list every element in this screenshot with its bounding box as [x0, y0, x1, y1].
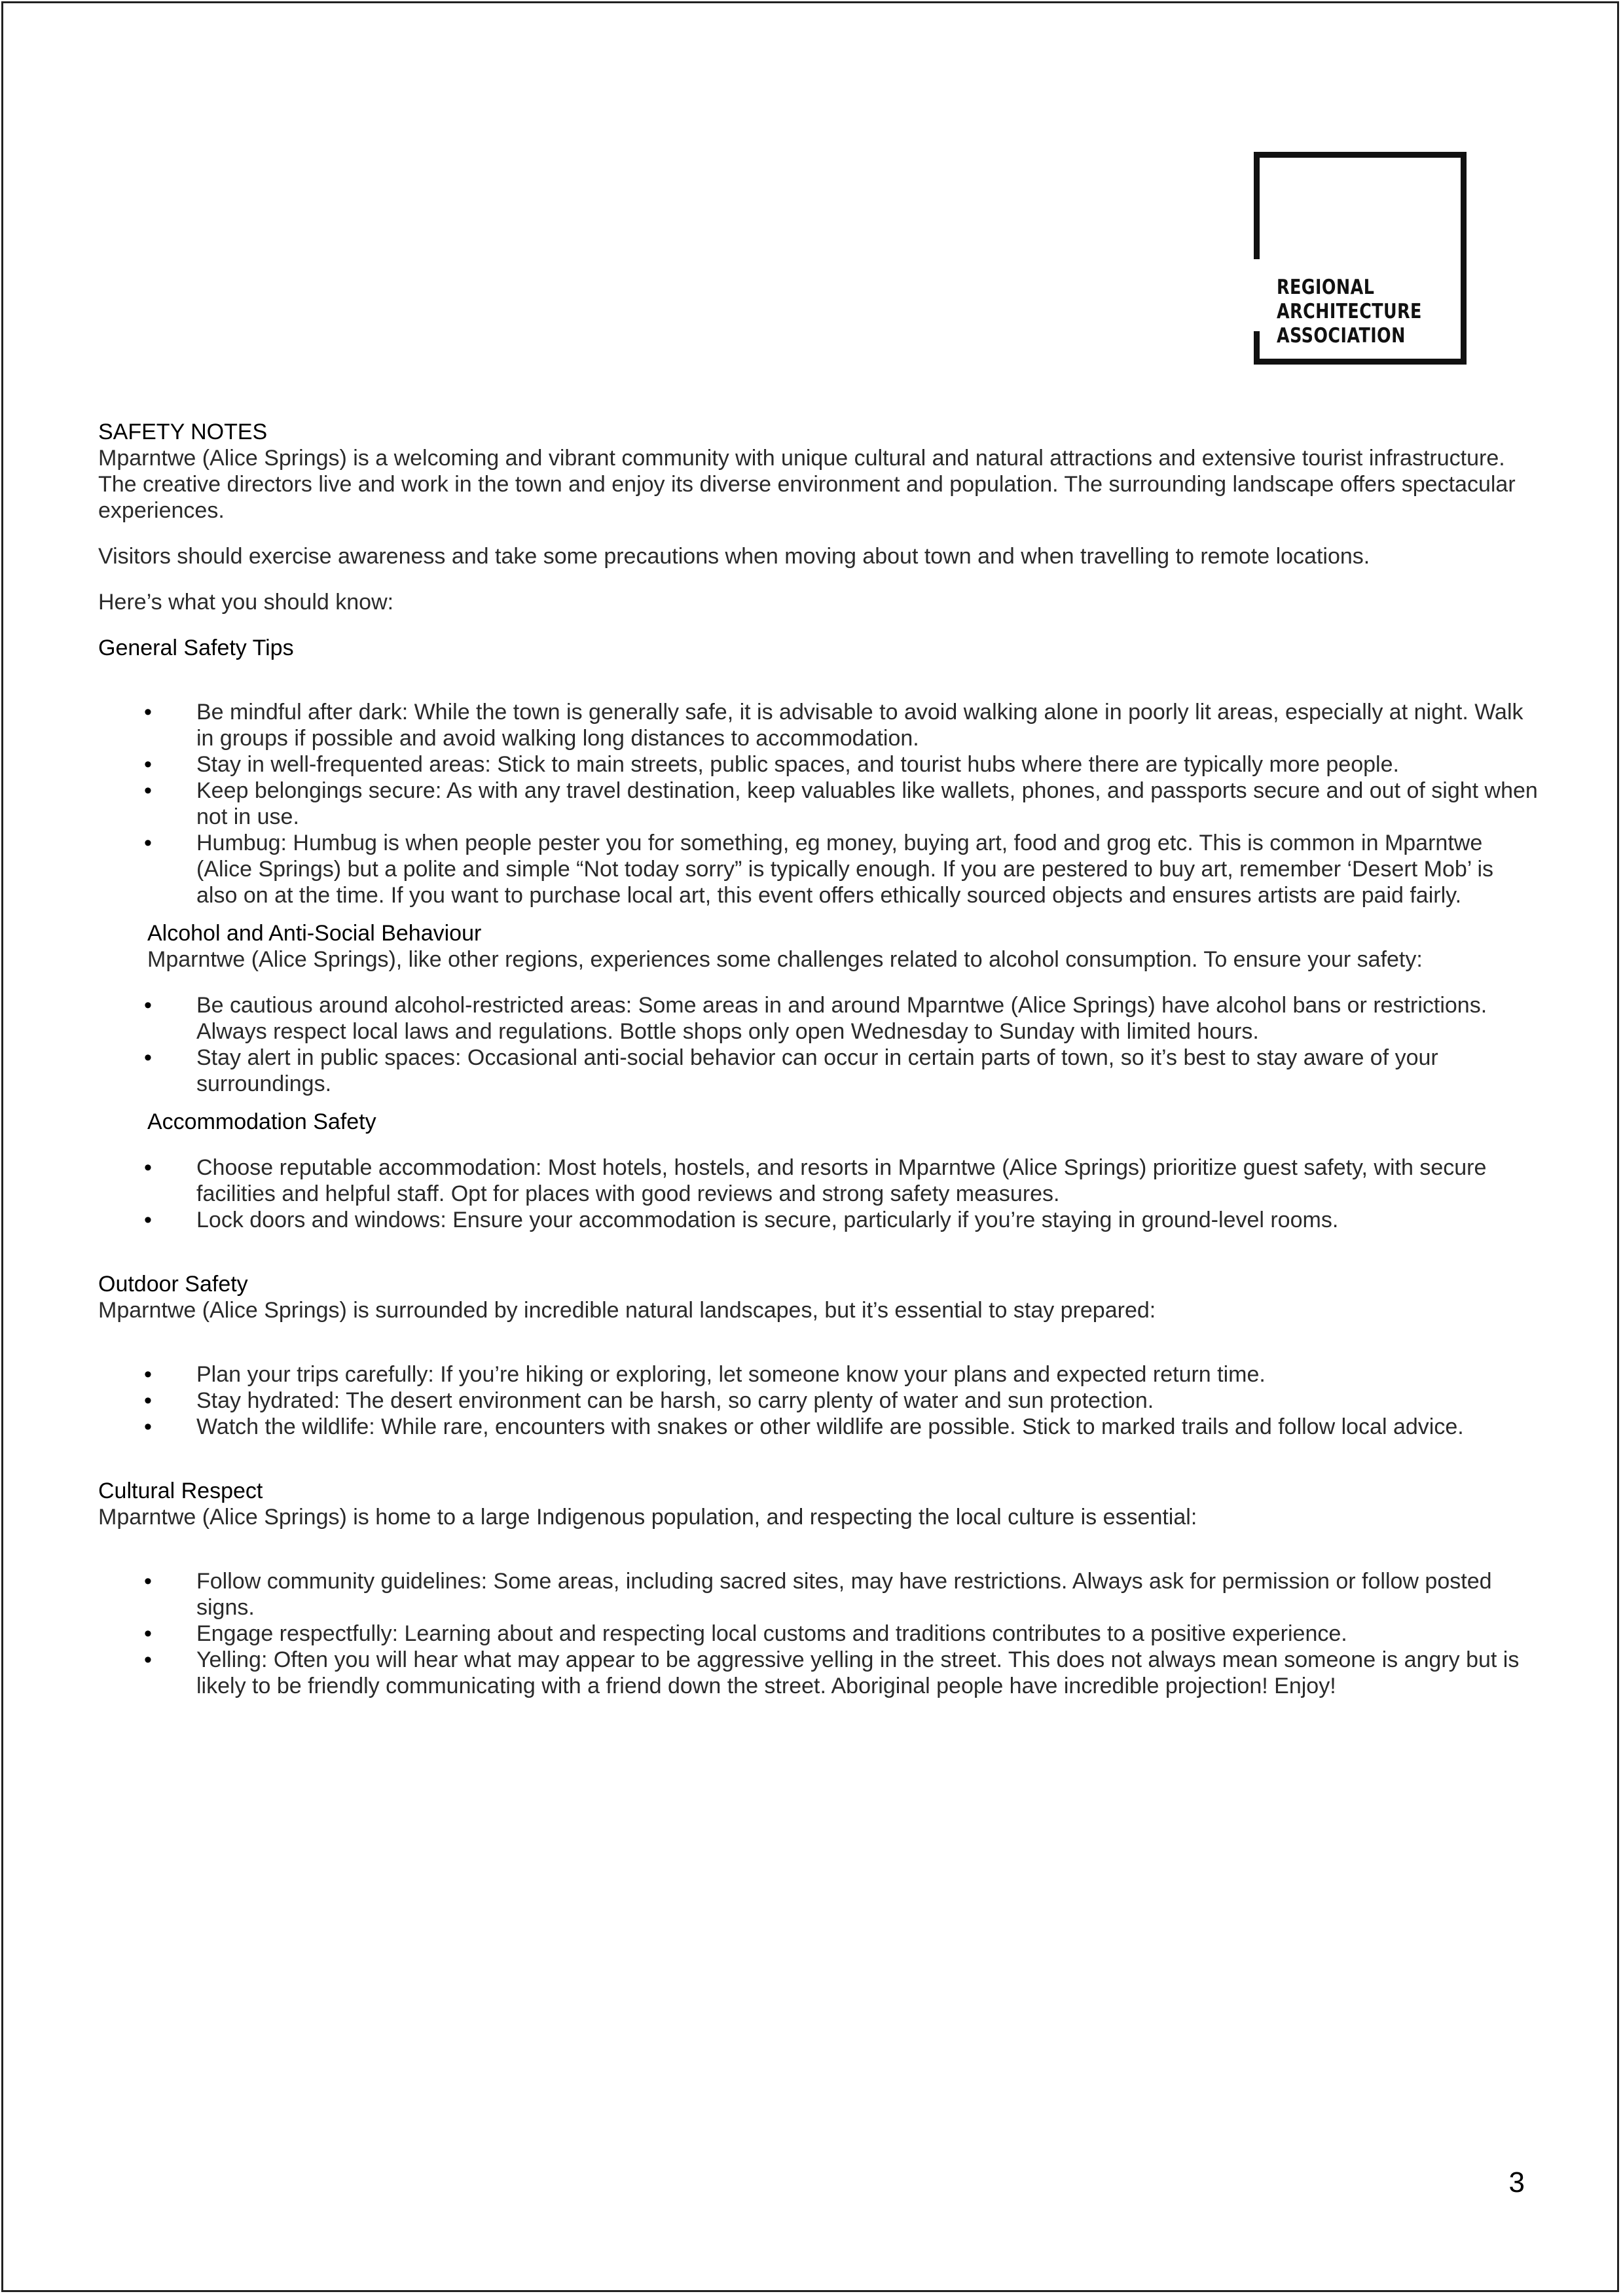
cultural-tips-list	[98, 1568, 1539, 1699]
list-item: • Engage respectfully: Learning about and respecting local customs and traditions contributes to a positive experience.	[98, 1621, 1539, 1647]
list-item: • Choose reputable accommodation: Most hotels, hostels, and resorts in Mparntwe (Alice Springs) prioritize guest safety, with secure facilities and helpful staff. Opt for places with good reviews and strong safety measures.	[98, 1155, 1539, 1207]
list-item: • Keep belongings secure: As with any travel destination, keep valuables like wallets, phones, and passports secure and out of sight when not in use.	[98, 778, 1539, 830]
logo-text	[1277, 276, 1422, 348]
list-item: • Follow community guidelines: Some areas, including sacred sites, may have restrictions. Always ask for permission or follow posted signs.	[98, 1568, 1539, 1621]
logo-line: ARCHITECTURE	[1277, 300, 1422, 323]
outdoor-tips-list	[98, 1361, 1539, 1440]
intro-paragraph: Here’s what you should know:	[98, 590, 394, 615]
section-heading-cultural: Cultural Respect	[98, 1479, 263, 1503]
list-item: • Plan your trips carefully: If you’re hiking or exploring, let someone know your plans and expected return time.	[98, 1361, 1539, 1388]
association-logo	[1254, 152, 1467, 365]
list-item: • Humbug: Humbug is when people pester you for something, eg money, buying art, food and grog etc. This is common in Mparntwe (Alice Springs) but a polite and simple “Not today sorry” is typically enough. If you are pestered to buy art, remember ‘Desert Mob’ is also on at the time. If you want to purchase local art, this event offers ethically sourced objects and ensures artists are paid fairly.	[98, 830, 1539, 908]
section-intro: Mparntwe (Alice Springs) is surrounded by incredible natural landscapes, but it’s essential to stay prepared:	[98, 1298, 1156, 1323]
list-item: • Be mindful after dark: While the town is generally safe, it is advisable to avoid walking alone in poorly lit areas, especially at night. Walk in groups if possible and avoid walking long distances to accommodation.	[98, 699, 1539, 751]
section-intro: Mparntwe (Alice Springs), like other regions, experiences some challenges related to alcohol consumption. To ensure your safety:	[147, 947, 1423, 972]
list-item: • Watch the wildlife: While rare, encounters with snakes or other wildlife are possible. Stick to marked trails and follow local advice.	[98, 1414, 1539, 1440]
alcohol-tips-list	[98, 992, 1539, 1097]
accommodation-tips-list	[98, 1155, 1539, 1233]
list-item: • Stay in well-frequented areas: Stick to main streets, public spaces, and tourist hubs where there are typically more people.	[98, 751, 1539, 778]
page-title: SAFETY NOTES	[98, 420, 268, 444]
section-intro: Mparntwe (Alice Springs) is home to a large Indigenous population, and respecting the local culture is essential:	[98, 1505, 1197, 1530]
list-item: • Stay alert in public spaces: Occasional anti-social behavior can occur in certain parts of town, so it’s best to stay aware of your surroundings.	[98, 1045, 1539, 1097]
general-tips-list	[98, 699, 1539, 908]
document-body	[98, 419, 1539, 1699]
section-heading-alcohol: Alcohol and Anti-Social Behaviour	[147, 921, 482, 946]
page-number: 3	[1508, 2166, 1525, 2198]
list-item: • Be cautious around alcohol-restricted areas: Some areas in and around Mparntwe (Alice Springs) have alcohol bans or restrictions. Always respect local laws and regulations. Bottle shops only open Wednesday to Sunday with limited hours.	[98, 992, 1539, 1045]
list-item: • Lock doors and windows: Ensure your accommodation is secure, particularly if you’re staying in ground-level rooms.	[98, 1207, 1539, 1233]
list-item: • Yelling: Often you will hear what may appear to be aggressive yelling in the street. This does not always mean someone is angry but is likely to be friendly communicating with a friend down the street. Aboriginal people have incredible projection! Enjoy!	[98, 1647, 1539, 1699]
section-heading-general: General Safety Tips	[98, 636, 294, 660]
intro-paragraph: Visitors should exercise awareness and take some precautions when moving about town and when travelling to remote locations.	[98, 544, 1370, 569]
logo-line: ASSOCIATION	[1277, 324, 1406, 348]
section-heading-outdoor: Outdoor Safety	[98, 1272, 248, 1297]
section-heading-accommodation: Accommodation Safety	[147, 1109, 376, 1134]
logo-line: REGIONAL	[1277, 276, 1375, 299]
intro-paragraph: Mparntwe (Alice Springs) is a welcoming and vibrant community with unique cultural and natural attractions and extensive tourist infrastructure. The creative directors live and work in the town and enjoy its diverse environment and population. The surrounding landscape offers spectacular experiences.	[98, 446, 1516, 523]
list-item: • Stay hydrated: The desert environment can be harsh, so carry plenty of water and sun protection.	[98, 1388, 1539, 1414]
